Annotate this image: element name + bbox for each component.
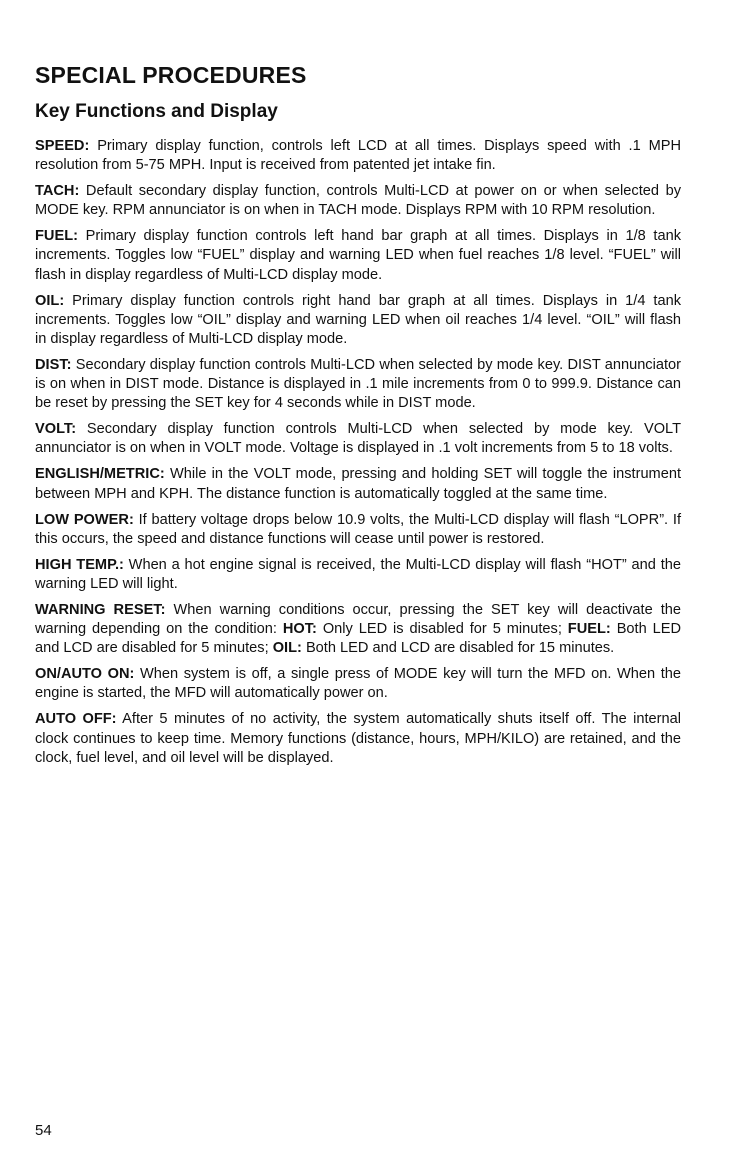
entry-text: Primary display function controls left hand bar graph at all times. Displays in 1/8 tank increments. Toggles low “FUEL” display and warning LED when fuel reaches 1/8 level. “FUEL” will flash in display regardless of Multi-LCD display mode.: [35, 228, 682, 283]
entry-term: OIL:: [35, 292, 65, 309]
entry-speed: [35, 137, 681, 175]
entry-term: VOLT:: [35, 421, 77, 438]
entry-text: Secondary display function controls Multi-LCD when selected by mode key. DIST annunciator is on when in DIST mode. Distance is displayed in .1 mile increments from 0 to 999.9. Distance can be reset by pressing the SET key for 4 seconds while in DIST mode.: [35, 356, 681, 412]
page-title: SPECIAL PROCEDURES: [35, 62, 307, 88]
entry-text: Primary display function controls right hand bar graph at all times. Displays in 1/4 tank increments. Toggles low “OIL” display and warning LED when oil reaches 1/4 level. “OIL” will flash in display regardless of Multi-LCD display mode.: [35, 292, 682, 347]
entry-auto-off: [35, 710, 681, 767]
entry-warning-reset: [35, 601, 681, 658]
entry-dist: [35, 356, 681, 413]
condition-oil-term: OIL:: [272, 640, 302, 657]
entry-text: When a hot engine signal is received, the Multi-LCD display will flash “HOT” and the warning LED will light.: [35, 556, 681, 592]
entry-term: SPEED:: [35, 138, 90, 154]
entry-term: LOW POWER:: [35, 511, 134, 528]
entry-fuel: [35, 227, 681, 284]
entry-volt: [35, 420, 681, 458]
condition-hot-term: HOT:: [282, 621, 317, 638]
entry-text: When system is off, a single press of MODE key will turn the MFD on. When the engine is started, the MFD will automatically power on.: [35, 666, 681, 702]
entry-english-metric: [35, 465, 681, 503]
entry-term: WARNING RESET:: [35, 601, 166, 618]
entry-text: Secondary display function controls Multi-LCD when selected by mode key. VOLT annunciator is on when in VOLT mode. Voltage is displayed in .1 volt increments from 5 to 18 volts.: [35, 421, 681, 457]
entry-text: If battery voltage drops below 10.9 volts, the Multi-LCD display will flash “LOPR”. If this occurs, the speed and distance functions will cease until power is restored.: [35, 511, 681, 547]
entry-text: When warning conditions occur, pressing the SET key will deactivate the warning depending on the condition:: [35, 601, 681, 638]
entry-tach: [35, 182, 681, 220]
entry-on-auto-on: [35, 665, 681, 703]
entry-term: AUTO OFF:: [35, 711, 117, 728]
condition-hot-text: Only LED is disabled for 5 minutes;: [322, 621, 562, 638]
entry-text: While in the VOLT mode, pressing and holding SET will toggle the instrument between MPH and KPH. The distance function is automatically toggled at the same time.: [35, 466, 682, 502]
condition-oil-text: Both LED and LCD are disabled for 15 minutes.: [305, 640, 615, 657]
entry-text: After 5 minutes of no activity, the system automatically shuts itself off. The internal clock continues to keep time. Memory functions (distance, hours, MPH/KILO) are retained, and the clock, fuel level, and oil level will be displayed.: [35, 711, 681, 766]
entry-term: ENGLISH/METRIC:: [35, 466, 165, 483]
entry-low-power: [35, 511, 681, 549]
section-subtitle: Key Functions and Display: [35, 101, 278, 122]
condition-fuel-term: FUEL:: [567, 621, 611, 638]
entry-oil: [35, 292, 681, 349]
entry-term: FUEL:: [35, 228, 78, 245]
entry-high-temp: [35, 556, 681, 594]
entry-term: ON/AUTO ON:: [35, 666, 135, 683]
entry-text: Default secondary display function, controls Multi-LCD at power on or when selected by MODE key. RPM annunciator is on when in TACH mode. Displays RPM with 10 RPM resolution.: [35, 183, 682, 219]
entry-term: TACH:: [35, 183, 80, 200]
entry-term: DIST:: [35, 356, 72, 373]
condition-fuel-text: Both LED and LCD are disabled for 5 minutes;: [35, 621, 682, 657]
entry-text: Primary display function, controls left LCD at all times. Displays speed with .1 MPH resolution from 5-75 MPH. Input is received from patented jet intake fin.: [35, 138, 681, 174]
page-number: 54: [35, 1122, 52, 1139]
entry-term: HIGH TEMP.:: [35, 556, 124, 573]
